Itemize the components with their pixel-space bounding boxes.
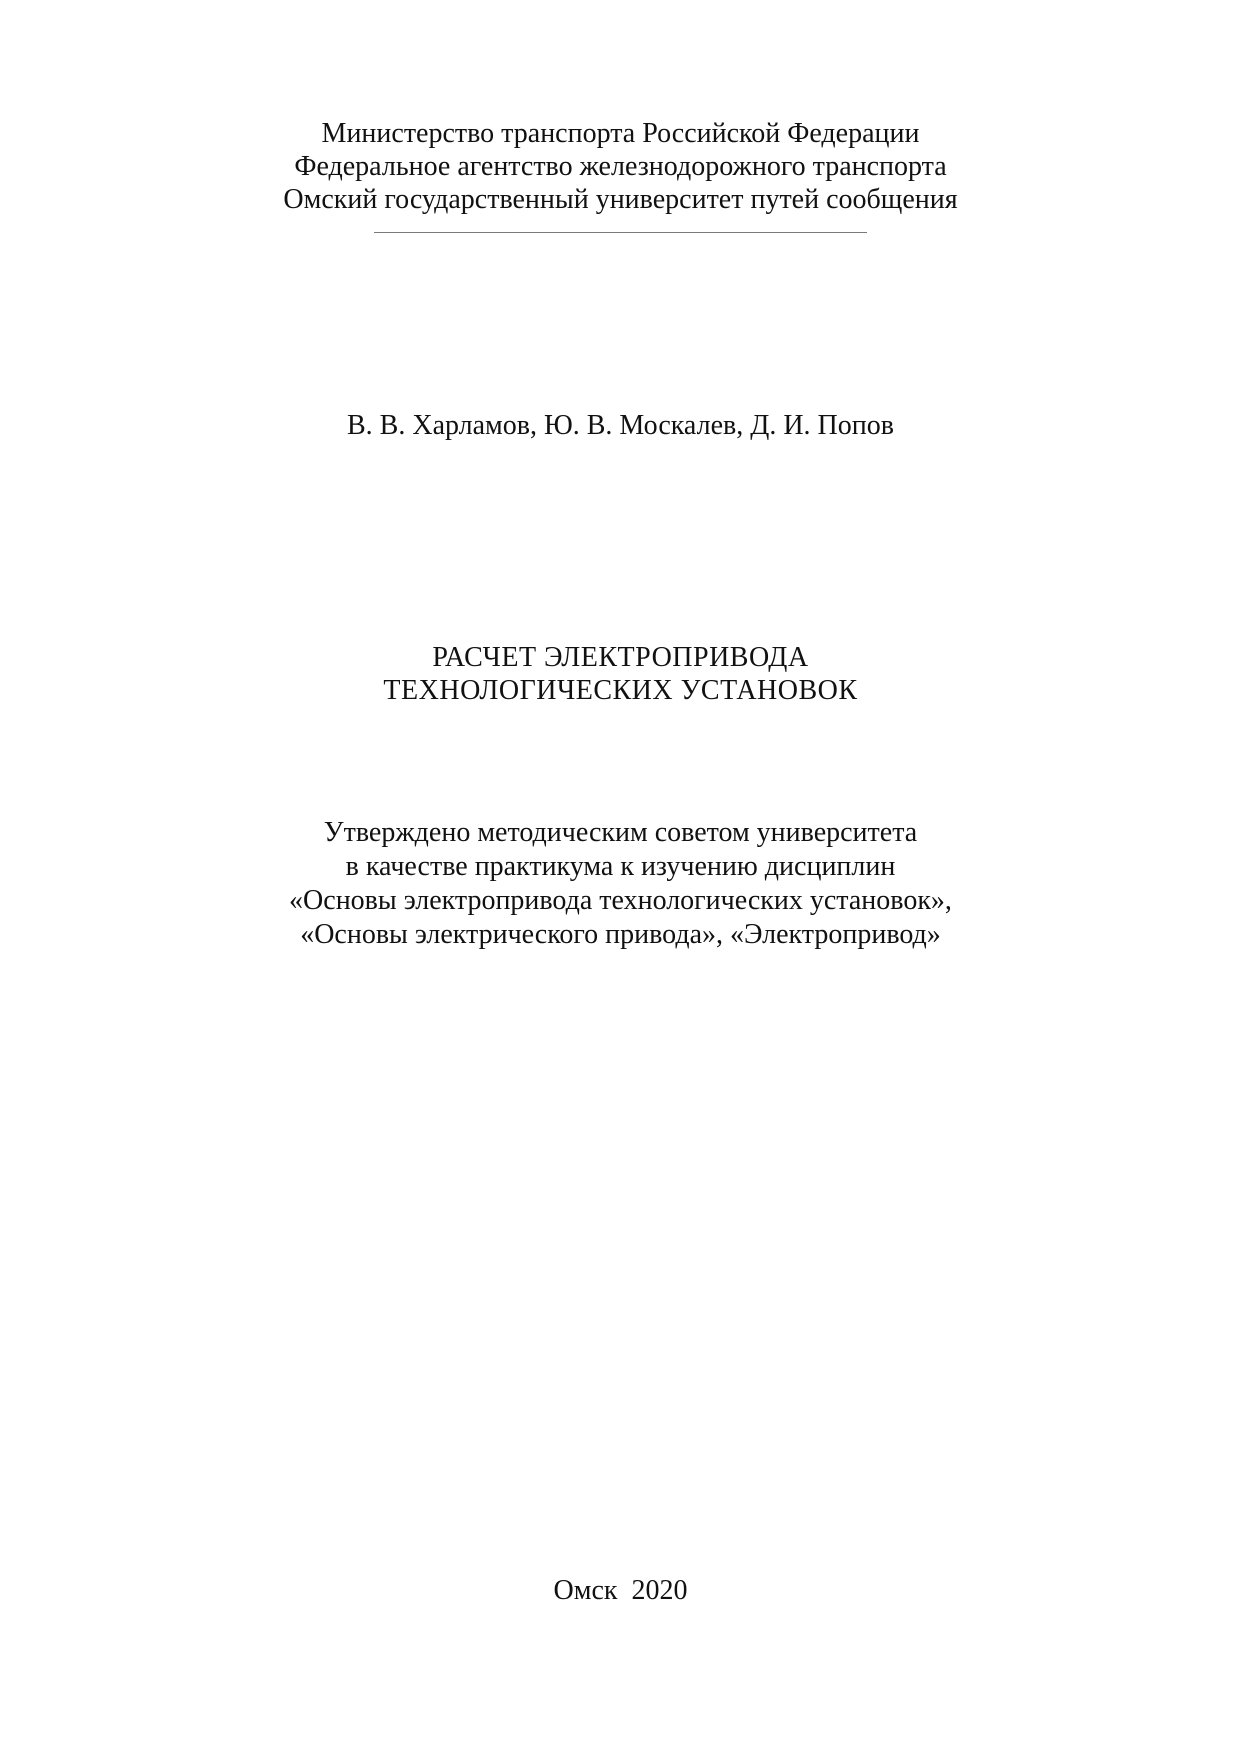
- authors-line: В. В. Харламов, Ю. В. Москалев, Д. И. Попов: [347, 410, 894, 441]
- university-line: Омский государственный университет путей сообщения: [283, 184, 958, 215]
- approval-line-3: «Основы электропривода технологических установок»,: [289, 885, 952, 916]
- publication-footer: [0, 1574, 1241, 1607]
- approval-statement: [0, 816, 1241, 952]
- approval-line-4: «Основы электрического привода», «Электропривод»: [300, 919, 941, 950]
- authors-block: [0, 409, 1241, 442]
- organization-header: [0, 117, 1241, 216]
- header-divider: [374, 232, 867, 233]
- document-title: [0, 641, 1241, 707]
- agency-line: Федеральное агентство железнодорожного транспорта: [294, 151, 947, 182]
- approval-line-1: Утверждено методическим советом университета: [323, 817, 918, 848]
- approval-line-2: в качестве практикума к изучению дисциплин: [345, 851, 896, 882]
- title-line-1: РАСЧЕТ ЭЛЕКТРОПРИВОДА: [432, 642, 809, 673]
- title-line-2: ТЕХНОЛОГИЧЕСКИХ УСТАНОВОК: [383, 675, 858, 706]
- ministry-line: Министерство транспорта Российской Федерации: [321, 118, 920, 149]
- place-year: Омск 2020: [553, 1575, 688, 1606]
